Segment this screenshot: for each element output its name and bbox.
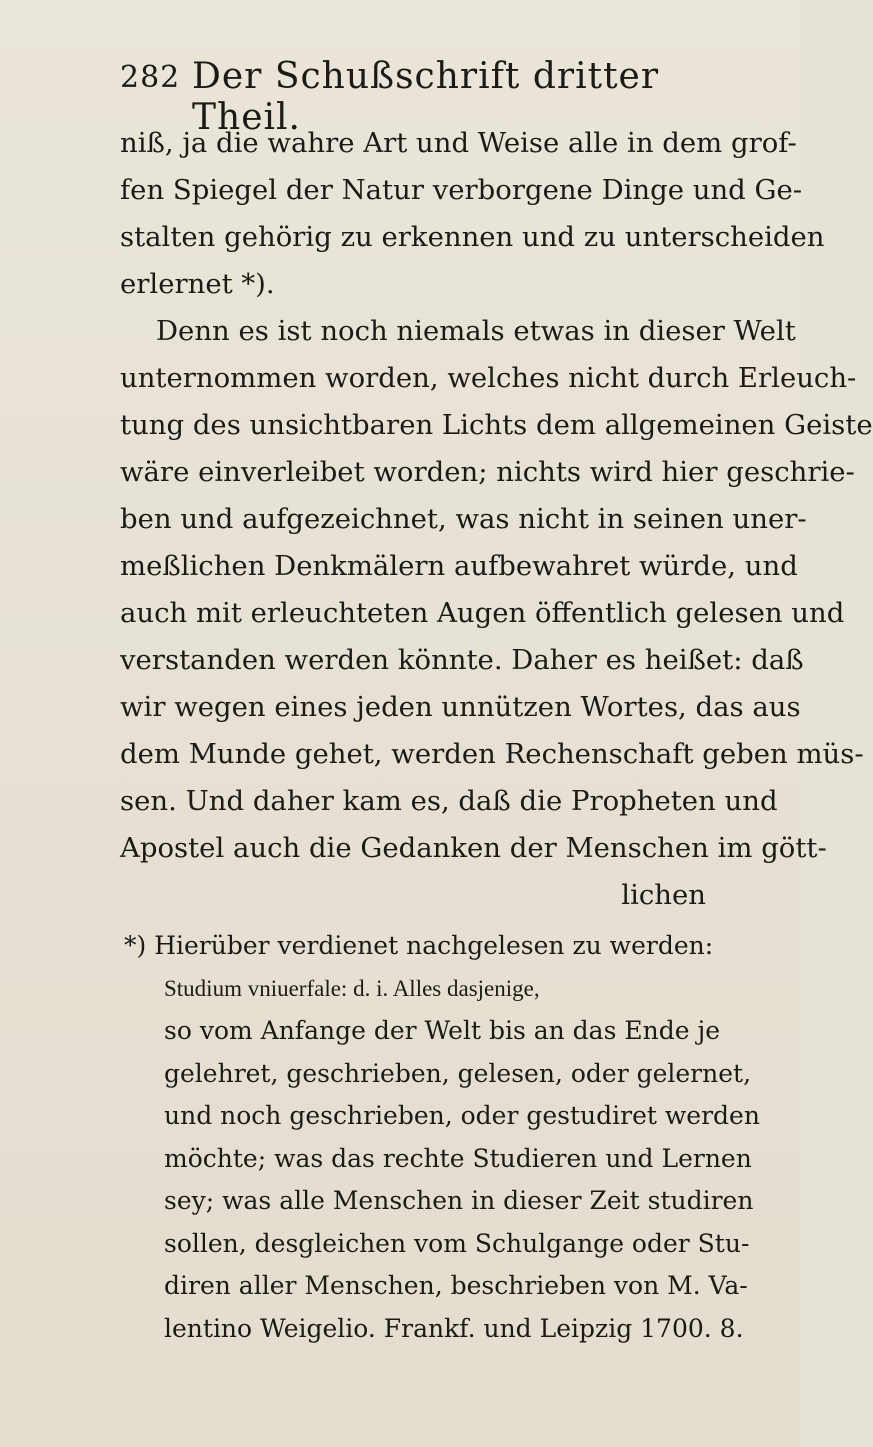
footnote-line: lentino Weigelio. Frankf. und Leipzig 1700. 8. xyxy=(164,1313,744,1343)
page-header xyxy=(120,56,720,138)
text-line: erlernet *). xyxy=(120,268,275,300)
footnote-line: sey; was alle Menschen in dieser Zeit studiren xyxy=(164,1186,754,1215)
text-line: ben und aufgezeichnet, was nicht in seinen uner- xyxy=(120,503,807,535)
main-text xyxy=(120,120,873,919)
text-line: fen Spiegel der Natur verborgene Dinge und Ge- xyxy=(120,174,803,206)
text-line: sen. Und daher kam es, daß die Propheten und xyxy=(120,785,778,817)
footnote-line: Studium vniuerfale: d. i. Alles dasjenige, xyxy=(164,975,540,1001)
page-number: 282 xyxy=(120,60,181,95)
text-line: auch mit erleuchteten Augen öffentlich gelesen und xyxy=(120,597,845,629)
text-line: Apostel auch die Gedanken der Menschen im gött- xyxy=(120,832,827,864)
footnote-line: und noch geschrieben, oder gestudiret werden xyxy=(164,1101,760,1130)
text-line: meßlichen Denkmälern aufbewahret würde, und xyxy=(120,550,798,582)
footnote-line: möchte; was das rechte Studieren und Lernen xyxy=(164,1143,752,1173)
running-head: Der Schußschrift dritter Theil. xyxy=(192,56,660,138)
footnote-line: *) Hierüber verdienet nachgelesen zu werden: xyxy=(124,931,714,960)
text-line: verstanden werden könnte. Daher es heißet: daß xyxy=(120,644,804,676)
text-line: wäre einverleibet worden; nichts wird hier geschrie- xyxy=(120,456,855,488)
footnote-line: diren aller Menschen, beschrieben von M. Va- xyxy=(164,1271,748,1300)
catchword: lichen xyxy=(621,879,706,911)
text-line: niß, ja die wahre Art und Weise alle in dem grof- xyxy=(120,127,797,159)
text-line: tung des unsichtbaren Lichts dem allgemeinen Geiste xyxy=(120,409,873,441)
footnote-line: gelehret, geschrieben, gelesen, oder gelernet, xyxy=(164,1058,752,1088)
text-line: wir wegen eines jeden unnützen Wortes, das aus xyxy=(120,691,801,723)
text-line: dem Munde gehet, werden Rechenschaft geben müs- xyxy=(120,738,864,770)
text-line: Denn es ist noch niemals etwas in dieser Welt xyxy=(156,315,796,347)
footnote-line: so vom Anfange der Welt bis an das Ende je xyxy=(164,1016,721,1045)
footnote xyxy=(124,925,760,1350)
text-line: stalten gehörig zu erkennen und zu unterscheiden xyxy=(120,221,825,253)
text-line: unternommen worden, welches nicht durch Erleuch- xyxy=(120,362,857,394)
footnote-line: sollen, desgleichen vom Schulgange oder Stu- xyxy=(164,1228,750,1258)
